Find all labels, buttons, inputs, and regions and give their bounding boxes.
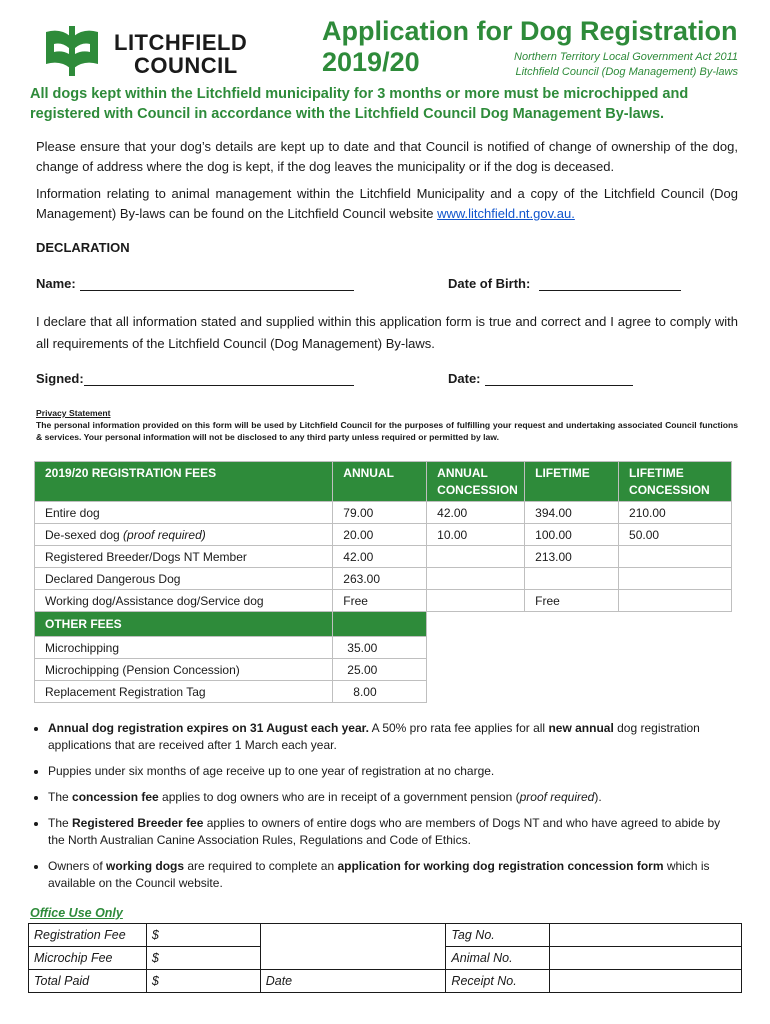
list-item [48, 789, 740, 806]
blank-cell [619, 612, 732, 637]
other-fee-label: Microchipping (Pension Concession) [35, 659, 333, 681]
fee-annual: Free [333, 590, 427, 612]
fee-annual-concession: 42.00 [427, 502, 525, 524]
fee-annual: 263.00 [333, 568, 427, 590]
list-item [48, 815, 740, 849]
note-bold: concession fee [72, 790, 159, 804]
fee-lifetime-concession [619, 590, 732, 612]
note-text: A 50% pro rata fee applies for all [368, 721, 549, 735]
office-label: Total Paid [29, 970, 147, 993]
fee-annual: 20.00 [333, 524, 427, 546]
fee-label: De-sexed dog [45, 527, 124, 542]
declaration-statement: I declare that all information stated and supplied within this application form is true and correct and I agree to comply with all requirements of the Litchfield Council (Dog Management) By-laws. [36, 314, 738, 351]
other-fee-amount: 8.00 [333, 681, 427, 703]
fee-lifetime-concession [619, 568, 732, 590]
fee-lifetime-concession: 50.00 [619, 524, 732, 546]
other-fees-header-row [35, 612, 732, 637]
council-logo [42, 24, 102, 78]
table-row [35, 659, 732, 681]
fee-label: Declared Dangerous Dog [35, 568, 333, 590]
fee-annual-concession: 10.00 [427, 524, 525, 546]
office-use-table [28, 923, 742, 993]
blank-cell [427, 612, 525, 637]
other-fee-label: Microchipping [35, 637, 333, 659]
intro-paragraph-2 [36, 184, 738, 224]
declaration-heading: DECLARATION [36, 240, 130, 255]
page-subtitle-year: 2019/20 [322, 47, 420, 77]
fee-annual: 79.00 [333, 502, 427, 524]
fees-header-lifetime: LIFETIME [525, 462, 619, 502]
dob-label: Date of Birth: [448, 276, 531, 291]
table-row [35, 681, 732, 703]
list-item [48, 763, 740, 780]
fee-lifetime: 100.00 [525, 524, 619, 546]
office-amount-field[interactable] [146, 947, 260, 970]
office-right-field[interactable] [550, 924, 742, 947]
table-row [35, 637, 732, 659]
other-fee-amount: 25.00 [333, 659, 427, 681]
privacy-heading: Privacy Statement [36, 408, 111, 418]
fee-lifetime: Free [525, 590, 619, 612]
act-reference [514, 50, 738, 80]
signature-field[interactable] [84, 385, 354, 386]
act-line1: Northern Territory Local Government Act 2011 [514, 51, 738, 63]
blank-cell [427, 637, 732, 659]
note-text: ). [594, 790, 602, 804]
logo-line2: COUNCIL [134, 53, 238, 78]
other-fees-heading-fill [333, 612, 427, 637]
fees-header-annual: ANNUAL [333, 462, 427, 502]
fee-label: Working dog/Assistance dog/Service dog [35, 590, 333, 612]
list-item [48, 858, 740, 892]
fee-notes [34, 720, 740, 901]
name-label: Name: [36, 276, 76, 291]
act-line2: Litchfield Council (Dog Management) By-laws [515, 66, 738, 78]
fees-header-lifetime-concession: LIFETIME CONCESSION [619, 462, 732, 502]
date-field[interactable] [485, 385, 633, 386]
office-blank-cell [260, 924, 446, 970]
logo-emblem-icon [42, 24, 102, 78]
fees-header-annual-concession: ANNUAL CONCESSION [427, 462, 525, 502]
currency-symbol: $ [151, 974, 159, 988]
fee-label-cell [35, 524, 333, 546]
privacy-text: The personal information provided on this form will be used by Litchfield Council for the purposes of fulfilling your request and undertaking associated Council functions & services. Your personal information will not be disclosed to any third party unless required or permitted by law. [36, 420, 738, 442]
office-label: Microchip Fee [29, 947, 147, 970]
note-text: The [48, 816, 73, 830]
dob-field[interactable] [539, 290, 681, 291]
fee-lifetime-concession [619, 546, 732, 568]
signed-label: Signed: [36, 371, 84, 386]
currency-symbol: $ [151, 928, 159, 942]
fee-label-note: (proof required) [123, 527, 206, 542]
list-item [48, 720, 740, 754]
note-bold: Annual dog registration expires on 31 August each year. [48, 721, 369, 735]
fee-annual-concession [427, 590, 525, 612]
fee-annual: 42.00 [333, 546, 427, 568]
logo-line1: LITCHFIELD [114, 30, 248, 55]
fee-label: Entire dog [35, 502, 333, 524]
other-fees-heading: OTHER FEES [35, 612, 333, 637]
table-row [29, 970, 742, 993]
note-text: which is available on the Council website. [48, 859, 710, 890]
page-title: Application for Dog Registration [322, 16, 738, 46]
table-row [35, 502, 732, 524]
office-use-heading: Office Use Only [30, 906, 123, 920]
other-fee-amount: 35.00 [333, 637, 427, 659]
intro-paragraph-1: Please ensure that your dog’s details are kept up to date and that Council is notified of change of ownership of the dog, change of address where the dog is kept, if the dog leaves the municipality or if the dog is deceased. [36, 139, 738, 174]
blank-cell [525, 612, 619, 637]
note-text: applies to dog owners who are in receipt of a government pension ( [158, 790, 520, 804]
currency-symbol: $ [151, 951, 159, 965]
office-amount-field[interactable] [146, 970, 260, 993]
name-field[interactable] [80, 290, 354, 291]
office-right-label: Receipt No. [446, 970, 550, 993]
fees-header-row [35, 462, 732, 502]
fees-table [34, 461, 732, 703]
note-text: Owners of [48, 859, 107, 873]
office-right-label: Tag No. [446, 924, 550, 947]
note-text: applies to owners of entire dogs who are members of Dogs NT and who have agreed to abide by the North Australian Canine Association Rules, Regulations and Code of Ethics. [48, 816, 721, 847]
fee-notes-list [34, 720, 740, 892]
blank-cell [427, 681, 732, 703]
office-label: Registration Fee [29, 924, 147, 947]
fee-annual-concession [427, 568, 525, 590]
table-row [29, 924, 742, 947]
office-right-label: Animal No. [446, 947, 550, 970]
note-bold: new annual [548, 721, 614, 735]
note-bold: working dogs [106, 859, 185, 873]
council-website-link[interactable]: www.litchfield.nt.gov.au. [437, 206, 575, 221]
table-row [35, 546, 732, 568]
office-right-field[interactable] [550, 970, 742, 993]
table-row [35, 524, 732, 546]
note-text: Puppies under six months of age receive up to one year of registration at no charge. [48, 764, 495, 778]
note-italic: proof required [519, 790, 595, 804]
fee-lifetime: 213.00 [525, 546, 619, 568]
note-bold: Registered Breeder fee [72, 816, 204, 830]
fee-lifetime [525, 568, 619, 590]
note-text: The [48, 790, 73, 804]
table-row [35, 590, 732, 612]
table-row [35, 568, 732, 590]
other-fee-label: Replacement Registration Tag [35, 681, 333, 703]
fees-header-type: 2019/20 REGISTRATION FEES [35, 462, 333, 502]
office-right-field[interactable] [550, 947, 742, 970]
intro-paragraph-2-text: Information relating to animal management within the Litchfield Municipality and a copy of the Litchfield Council (Dog Management) By-laws can be found on the Litchfield Council website [36, 186, 738, 221]
note-bold: application for working dog registration concession form [337, 859, 664, 873]
office-amount-field[interactable] [146, 924, 260, 947]
date-label: Date: [448, 371, 481, 386]
fee-label: Registered Breeder/Dogs NT Member [35, 546, 333, 568]
note-text: dog registration applications that are received after 1 March each year. [48, 721, 700, 752]
note-text: are required to complete an [184, 859, 338, 873]
office-date-label: Date [260, 970, 446, 993]
fee-lifetime: 394.00 [525, 502, 619, 524]
registration-notice: All dogs kept within the Litchfield municipality for 3 months or more must be microchipped and registered with Council in accordance with the Litchfield Council Dog Management By-laws. [30, 86, 689, 122]
fee-annual-concession [427, 546, 525, 568]
blank-cell [427, 659, 732, 681]
fee-lifetime-concession: 210.00 [619, 502, 732, 524]
